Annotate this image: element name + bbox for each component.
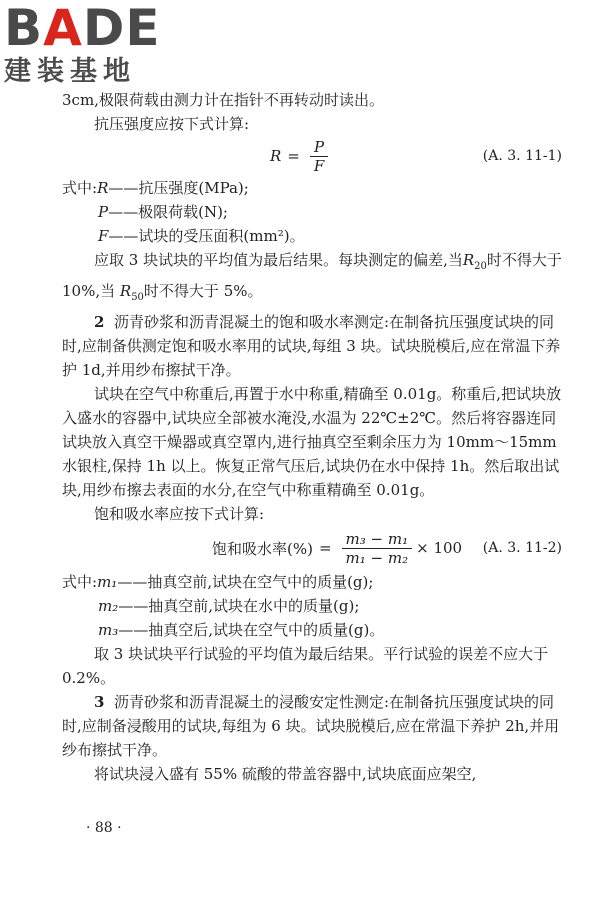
page-number: · 88 ·: [86, 820, 122, 836]
section-2: 2 沥青砂浆和沥青混凝土的饱和吸水率测定:在制备抗压强度试块的同时,应制备供测定饱和吸水率用的试块,每组 3 块。试块脱模后,应在常温下养护 1d,并用纱布擦拭干净。: [62, 313, 561, 379]
formula-number: (A. 3. 11-2): [482, 540, 562, 556]
fraction: $\frac{\text{m₃ − m₁}}{\text{m₁ − m₂}}$: [342, 530, 413, 567]
paragraph-5: 饱和吸水率应按下式计算:: [94, 505, 265, 523]
page-body: [62, 88, 570, 786]
paragraph-4: 试块在空气中称重后,再置于水中称重,精确至 0.01g。称重后,把试块放入盛水的容器中,试块应全部被水淹没,水温为 22℃±2℃。然后将容器连同试块放入真空干燥器或真空罩内,进行抽真空至剩余压力为 10mm～15mm 水银柱,保持 1h 以上。恢复正常气压后,试块仍在水中保持 1h。然后取出试块,用纱布擦去表面的水分,在空气中称重精确至 0.01g。: [62, 385, 562, 499]
definition-r: 式中:R——抗压强度(MPa);: [62, 179, 249, 197]
paragraph-3: 应取 3 块试块的平均值为最后结果。每块测定的偏差,当$R_{20}$时不得大于 10%,当 $R_{50}$时不得大于 5%。: [62, 251, 562, 303]
definition-f: F——试块的受压面积(mm²)。: [98, 227, 305, 245]
paragraph-1: 3cm,极限荷载由测力计在指针不再转动时读出。: [62, 91, 384, 109]
definition-p: P——极限荷载(N);: [98, 203, 228, 221]
logo-wordmark: BADE: [4, 0, 161, 57]
logo-chinese: 建装基地: [4, 56, 136, 87]
paragraph-6: 取 3 块试块平行试验的平均值为最后结果。平行试验的误差不应大于 0.2%。: [62, 645, 549, 687]
definition-m1: 式中:m₁——抽真空前,试块在空气中的质量(g);: [62, 573, 374, 591]
formula-a-3-11-1: R = $\frac{P}{F}$ (A. 3. 11-1): [270, 137, 562, 175]
formula-a-3-11-2: 饱和吸水率(%) = $\frac{\text{m₃ − m₁}}{\text{m₁ − m₂}}$ × 100 (A. 3. 11-2): [212, 529, 562, 567]
formula-number: (A. 3. 11-1): [482, 148, 562, 164]
section-3: 3 沥青砂浆和沥青混凝土的浸酸安定性测定:在制备抗压强度试块的同时,应制备浸酸用的试块,每组为 6 块。试块脱模后,应在常温下养护 2h,并用纱布擦拭干净。: [62, 693, 560, 759]
definition-m3: m₃——抽真空后,试块在空气中的质量(g)。: [98, 621, 385, 639]
logo: [4, 2, 184, 94]
definition-m2: m₂——抽真空前,试块在水中的质量(g);: [98, 597, 360, 615]
paragraph-2: 抗压强度应按下式计算:: [94, 115, 250, 133]
paragraph-7: 将试块浸入盛有 55% 硫酸的带盖容器中,试块底面应架空,: [94, 765, 477, 783]
fraction: $\frac{P}{F}$: [310, 138, 328, 175]
